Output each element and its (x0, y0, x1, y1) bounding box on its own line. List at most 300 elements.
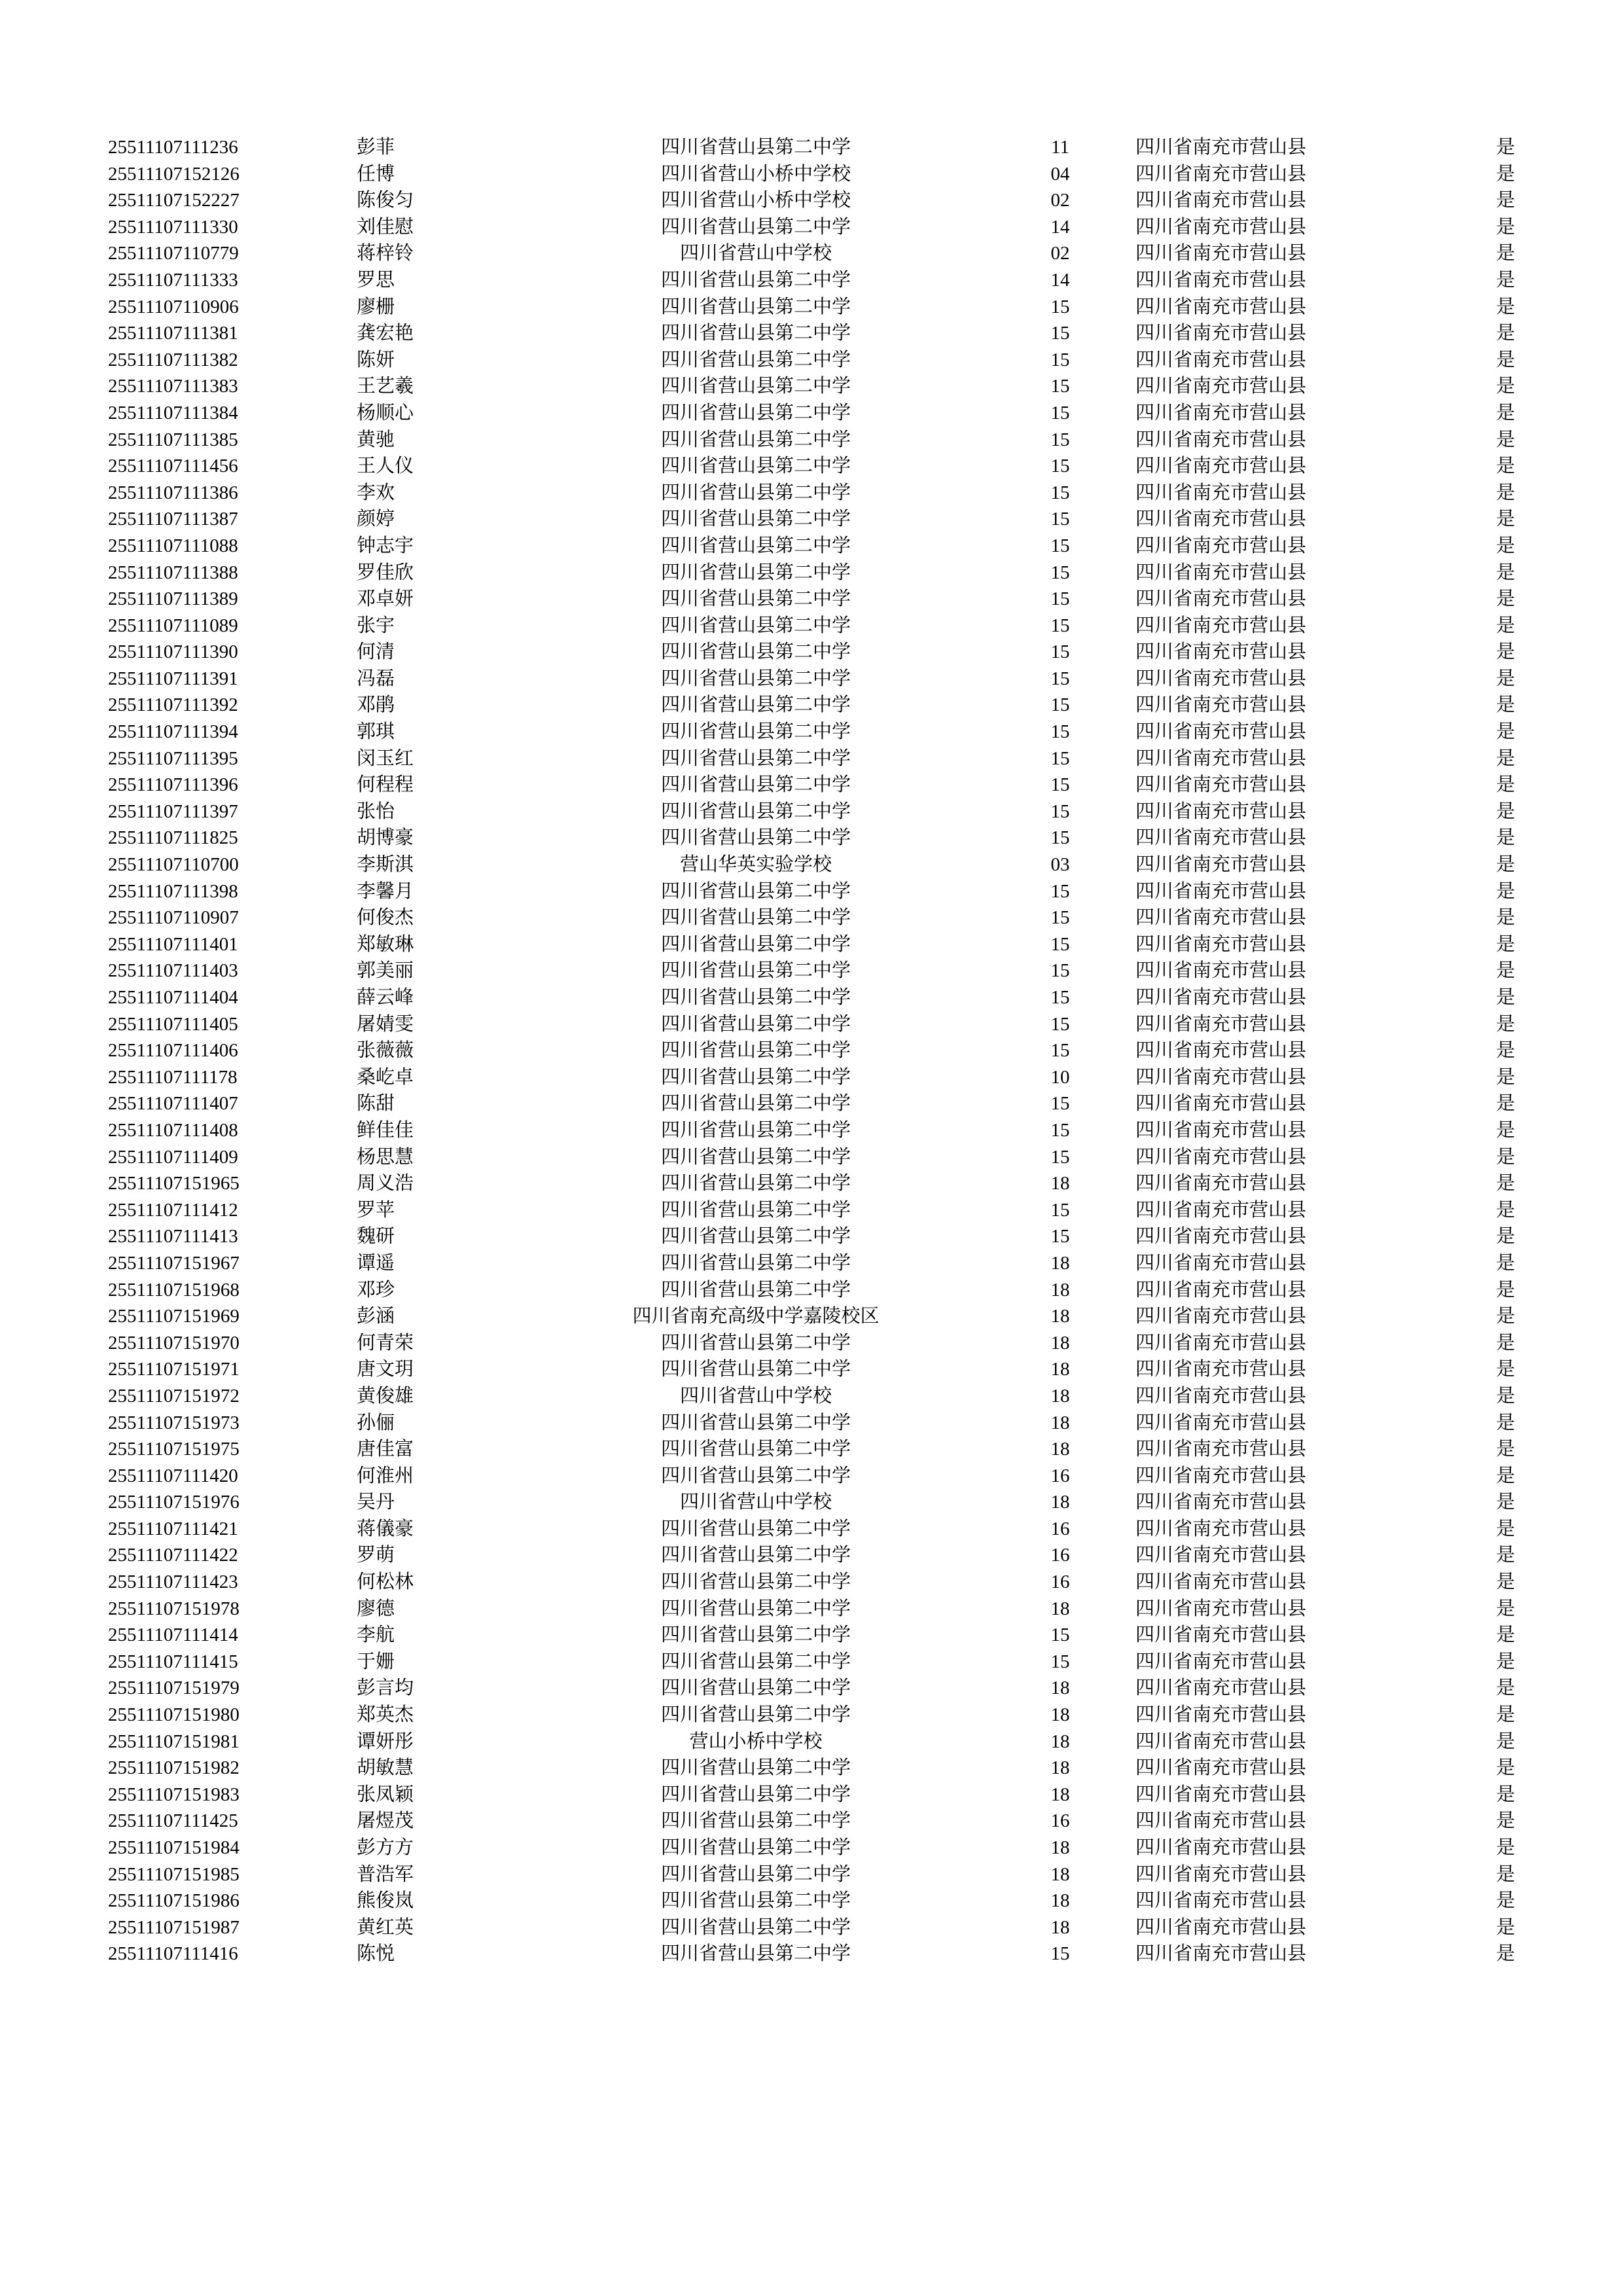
cell-code: 18 (1050, 1677, 1070, 1699)
cell-examinee_id: 25511107111413 (108, 1226, 238, 1247)
cell-name: 罗思 (357, 269, 395, 291)
cell-flag: 是 (1495, 1040, 1515, 1062)
cell-name: 胡敏慧 (357, 1757, 414, 1779)
cell-examinee_id: 25511107111381 (108, 323, 238, 344)
cell-code: 15 (1050, 1943, 1070, 1965)
cell-code: 15 (1050, 1199, 1070, 1221)
cell-flag: 是 (1495, 694, 1515, 716)
cell-code: 18 (1050, 1385, 1070, 1407)
table-row (108, 453, 1515, 480)
cell-examinee_id: 25511107152227 (108, 190, 240, 211)
cell-school: 四川省营山县第二中学 (660, 1332, 851, 1354)
cell-code: 18 (1050, 1439, 1070, 1460)
cell-flag: 是 (1495, 615, 1515, 636)
cell-region: 四川省南充市营山县 (1135, 854, 1307, 876)
cell-name: 冯磊 (357, 668, 395, 689)
cell-code: 15 (1050, 1146, 1070, 1168)
cell-flag: 是 (1495, 216, 1515, 238)
cell-flag: 是 (1495, 721, 1515, 743)
cell-examinee_id: 25511107110907 (108, 907, 239, 929)
table-row (108, 931, 1515, 958)
cell-region: 四川省南充市营山县 (1135, 349, 1307, 370)
cell-name: 邓珍 (357, 1279, 395, 1300)
cell-flag: 是 (1495, 509, 1515, 530)
cell-region: 四川省南充市营山县 (1135, 1624, 1307, 1646)
cell-school: 四川省营山县第二中学 (660, 800, 851, 822)
cell-school: 四川省南充高级中学嘉陵校区 (632, 1306, 880, 1327)
cell-name: 于姗 (357, 1651, 395, 1672)
cell-school: 四川省营山县第二中学 (660, 1013, 851, 1035)
cell-school: 四川省营山县第二中学 (660, 456, 851, 477)
table-row (108, 772, 1515, 798)
cell-flag: 是 (1495, 1677, 1515, 1699)
cell-region: 四川省南充市营山县 (1135, 163, 1307, 185)
cell-name: 郑敏琳 (357, 933, 414, 955)
cell-flag: 是 (1495, 641, 1515, 663)
table-row (108, 1596, 1515, 1623)
cell-examinee_id: 25511107111178 (108, 1066, 238, 1088)
table-row (108, 719, 1515, 745)
cell-examinee_id: 25511107111386 (108, 482, 238, 503)
cell-name: 陈甜 (357, 1093, 395, 1115)
cell-code: 18 (1050, 1332, 1070, 1354)
cell-region: 四川省南充市营山县 (1135, 721, 1307, 743)
cell-code: 16 (1050, 1810, 1070, 1832)
cell-region: 四川省南充市营山县 (1135, 1226, 1307, 1247)
table-row (108, 1516, 1515, 1543)
cell-flag: 是 (1495, 376, 1515, 397)
cell-code: 15 (1050, 296, 1070, 317)
cell-examinee_id: 25511107110779 (108, 243, 239, 264)
cell-flag: 是 (1495, 1757, 1515, 1779)
cell-flag: 是 (1495, 456, 1515, 477)
table-row (108, 1117, 1515, 1144)
table-row (108, 214, 1515, 241)
cell-name: 何青荣 (357, 1332, 414, 1354)
cell-school: 四川省营山县第二中学 (660, 1066, 851, 1088)
cell-code: 15 (1050, 588, 1070, 610)
cell-school: 四川省营山县第二中学 (660, 509, 851, 530)
table-row (108, 1330, 1515, 1357)
cell-school: 四川省营山县第二中学 (660, 137, 851, 158)
cell-school: 四川省营山县第二中学 (660, 1651, 851, 1672)
cell-name: 李欢 (357, 482, 395, 503)
cell-name: 普浩军 (357, 1863, 414, 1885)
cell-school: 四川省营山小桥中学校 (660, 190, 851, 211)
cell-school: 四川省营山县第二中学 (660, 1545, 851, 1566)
table-row (108, 1702, 1515, 1729)
table-row (108, 798, 1515, 825)
table-row (108, 1250, 1515, 1277)
cell-flag: 是 (1495, 1279, 1515, 1300)
cell-name: 李斯淇 (357, 854, 414, 876)
cell-examinee_id: 25511107111406 (108, 1040, 238, 1062)
table-row (108, 347, 1515, 374)
cell-region: 四川省南充市营山县 (1135, 1518, 1307, 1539)
cell-code: 18 (1050, 1757, 1070, 1779)
cell-region: 四川省南充市营山县 (1135, 1199, 1307, 1221)
cell-flag: 是 (1495, 1863, 1515, 1885)
cell-name: 罗佳欣 (357, 562, 414, 583)
table-row (108, 1782, 1515, 1808)
cell-examinee_id: 25511107111389 (108, 588, 238, 610)
cell-name: 任博 (357, 163, 395, 185)
cell-code: 15 (1050, 535, 1070, 556)
cell-name: 刘佳慰 (357, 216, 414, 238)
cell-flag: 是 (1495, 1173, 1515, 1194)
cell-name: 郭美丽 (357, 960, 414, 982)
cell-examinee_id: 25511107111401 (108, 933, 238, 955)
cell-school: 四川省营山县第二中学 (660, 1040, 851, 1062)
cell-examinee_id: 25511107111407 (108, 1093, 238, 1115)
table-row (108, 1888, 1515, 1914)
table-row (108, 1463, 1515, 1490)
table-row (108, 878, 1515, 905)
cell-name: 张怡 (357, 800, 395, 822)
cell-code: 18 (1050, 1173, 1070, 1194)
cell-school: 四川省营山县第二中学 (660, 349, 851, 370)
table-row (108, 533, 1515, 560)
cell-code: 18 (1050, 1890, 1070, 1912)
cell-flag: 是 (1495, 163, 1515, 185)
cell-region: 四川省南充市营山县 (1135, 1598, 1307, 1619)
cell-region: 四川省南充市营山县 (1135, 1704, 1307, 1726)
table-row (108, 905, 1515, 931)
cell-school: 四川省营山县第二中学 (660, 694, 851, 716)
cell-name: 陈俊匀 (357, 190, 414, 211)
cell-code: 18 (1050, 1731, 1070, 1752)
cell-region: 四川省南充市营山县 (1135, 1385, 1307, 1407)
cell-school: 四川省营山县第二中学 (660, 1810, 851, 1832)
table-row (108, 187, 1515, 214)
cell-region: 四川省南充市营山县 (1135, 668, 1307, 689)
cell-region: 四川省南充市营山县 (1135, 1359, 1307, 1380)
cell-school: 四川省营山县第二中学 (660, 1093, 851, 1115)
cell-name: 李馨月 (357, 880, 414, 902)
cell-code: 15 (1050, 1013, 1070, 1035)
cell-region: 四川省南充市营山县 (1135, 1545, 1307, 1566)
cell-code: 15 (1050, 960, 1070, 982)
cell-name: 龚宏艳 (357, 323, 414, 344)
cell-flag: 是 (1495, 1810, 1515, 1832)
cell-examinee_id: 25511107151982 (108, 1757, 240, 1779)
cell-examinee_id: 25511107111422 (108, 1545, 238, 1566)
cell-name: 唐文玥 (357, 1359, 414, 1380)
cell-flag: 是 (1495, 1837, 1515, 1858)
cell-code: 16 (1050, 1518, 1070, 1539)
cell-name: 闵玉红 (357, 747, 414, 769)
cell-school: 四川省营山县第二中学 (660, 482, 851, 503)
cell-examinee_id: 25511107111404 (108, 987, 238, 1008)
cell-name: 谭遥 (357, 1252, 395, 1274)
cell-name: 李航 (357, 1624, 395, 1646)
cell-code: 15 (1050, 1651, 1070, 1672)
cell-region: 四川省南充市营山县 (1135, 1571, 1307, 1593)
cell-school: 四川省营山县第二中学 (660, 933, 851, 955)
cell-name: 何清 (357, 641, 395, 663)
cell-school: 四川省营山县第二中学 (660, 1439, 851, 1460)
cell-region: 四川省南充市营山县 (1135, 269, 1307, 291)
cell-school: 四川省营山县第二中学 (660, 1146, 851, 1168)
cell-school: 四川省营山中学校 (679, 1492, 832, 1513)
cell-flag: 是 (1495, 1465, 1515, 1486)
table-row (108, 1489, 1515, 1516)
cell-examinee_id: 25511107111405 (108, 1013, 238, 1035)
cell-name: 何俊杰 (357, 907, 414, 929)
cell-school: 四川省营山县第二中学 (660, 1704, 851, 1726)
cell-name: 熊俊岚 (357, 1890, 414, 1912)
table-row (108, 1622, 1515, 1649)
cell-flag: 是 (1495, 1013, 1515, 1035)
table-row (108, 1303, 1515, 1330)
cell-flag: 是 (1495, 349, 1515, 370)
cell-region: 四川省南充市营山县 (1135, 190, 1307, 211)
cell-school: 四川省营山县第二中学 (660, 1226, 851, 1247)
cell-code: 15 (1050, 774, 1070, 796)
cell-code: 15 (1050, 747, 1070, 769)
cell-region: 四川省南充市营山县 (1135, 1651, 1307, 1672)
cell-examinee_id: 25511107151967 (108, 1252, 240, 1274)
cell-code: 15 (1050, 615, 1070, 636)
table-row (108, 1277, 1515, 1304)
cell-examinee_id: 25511107111398 (108, 880, 238, 902)
cell-code: 15 (1050, 1624, 1070, 1646)
table-row (108, 1542, 1515, 1569)
table-row (108, 1356, 1515, 1383)
cell-flag: 是 (1495, 1306, 1515, 1327)
cell-flag: 是 (1495, 1492, 1515, 1513)
cell-region: 四川省南充市营山县 (1135, 509, 1307, 530)
cell-examinee_id: 25511107111387 (108, 509, 238, 530)
cell-name: 屠婧雯 (357, 1013, 414, 1035)
cell-region: 四川省南充市营山县 (1135, 615, 1307, 636)
cell-examinee_id: 25511107111394 (108, 721, 238, 743)
roster-table-body (108, 134, 1515, 1967)
cell-examinee_id: 25511107111425 (108, 1810, 238, 1832)
cell-school: 四川省营山县第二中学 (660, 1784, 851, 1805)
cell-name: 周义浩 (357, 1173, 414, 1194)
cell-examinee_id: 25511107151978 (108, 1598, 240, 1619)
table-row (108, 373, 1515, 400)
cell-school: 四川省营山县第二中学 (660, 1199, 851, 1221)
cell-code: 02 (1050, 190, 1070, 211)
table-row (108, 1914, 1515, 1941)
cell-code: 18 (1050, 1252, 1070, 1274)
cell-flag: 是 (1495, 1252, 1515, 1274)
cell-examinee_id: 25511107151987 (108, 1916, 240, 1938)
roster-table (108, 134, 1515, 1967)
cell-flag: 是 (1495, 747, 1515, 769)
table-row (108, 984, 1515, 1011)
cell-examinee_id: 25511107110700 (108, 854, 239, 876)
cell-flag: 是 (1495, 1784, 1515, 1805)
cell-examinee_id: 25511107111416 (108, 1943, 238, 1965)
cell-school: 四川省营山县第二中学 (660, 827, 851, 849)
cell-name: 彭菲 (357, 137, 395, 158)
cell-name: 唐佳富 (357, 1439, 414, 1460)
cell-examinee_id: 25511107151968 (108, 1279, 240, 1300)
cell-examinee_id: 25511107151984 (108, 1837, 240, 1858)
cell-code: 15 (1050, 668, 1070, 689)
cell-school: 营山华英实验学校 (679, 854, 832, 876)
cell-name: 钟志宇 (357, 535, 414, 556)
table-row (108, 613, 1515, 639)
cell-region: 四川省南充市营山县 (1135, 1173, 1307, 1194)
cell-code: 16 (1050, 1465, 1070, 1486)
cell-flag: 是 (1495, 1066, 1515, 1088)
cell-flag: 是 (1495, 1624, 1515, 1646)
cell-region: 四川省南充市营山县 (1135, 1439, 1307, 1460)
cell-examinee_id: 25511107111330 (108, 216, 238, 238)
table-row (108, 1011, 1515, 1038)
cell-name: 郑英杰 (357, 1704, 414, 1726)
table-row (108, 1729, 1515, 1755)
table-row (108, 692, 1515, 719)
cell-region: 四川省南充市营山县 (1135, 1863, 1307, 1885)
table-row (108, 480, 1515, 507)
table-row (108, 1383, 1515, 1410)
cell-examinee_id: 25511107110906 (108, 296, 239, 317)
cell-name: 彭方方 (357, 1837, 414, 1858)
cell-flag: 是 (1495, 323, 1515, 344)
cell-name: 吴丹 (357, 1492, 395, 1513)
cell-region: 四川省南充市营山县 (1135, 641, 1307, 663)
cell-examinee_id: 25511107111383 (108, 376, 238, 397)
cell-code: 18 (1050, 1598, 1070, 1619)
cell-flag: 是 (1495, 1332, 1515, 1354)
cell-name: 蒋梓铃 (357, 243, 414, 264)
cell-code: 15 (1050, 376, 1070, 397)
cell-flag: 是 (1495, 880, 1515, 902)
cell-flag: 是 (1495, 269, 1515, 291)
cell-name: 黄俊雄 (357, 1385, 414, 1407)
cell-region: 四川省南充市营山县 (1135, 1252, 1307, 1274)
cell-region: 四川省南充市营山县 (1135, 402, 1307, 423)
cell-flag: 是 (1495, 296, 1515, 317)
cell-school: 四川省营山县第二中学 (660, 1279, 851, 1300)
cell-flag: 是 (1495, 1226, 1515, 1247)
cell-region: 四川省南充市营山县 (1135, 987, 1307, 1008)
cell-flag: 是 (1495, 1412, 1515, 1433)
cell-code: 18 (1050, 1279, 1070, 1300)
cell-name: 孙俪 (357, 1412, 395, 1433)
cell-region: 四川省南充市营山县 (1135, 1837, 1307, 1858)
cell-flag: 是 (1495, 827, 1515, 849)
cell-examinee_id: 25511107151975 (108, 1439, 240, 1460)
table-row (108, 1835, 1515, 1861)
cell-name: 邓鹃 (357, 694, 395, 716)
cell-examinee_id: 25511107111333 (108, 269, 238, 291)
cell-flag: 是 (1495, 774, 1515, 796)
cell-code: 15 (1050, 482, 1070, 503)
cell-code: 15 (1050, 562, 1070, 583)
cell-region: 四川省南充市营山县 (1135, 429, 1307, 450)
cell-school: 四川省营山县第二中学 (660, 1598, 851, 1619)
cell-school: 四川省营山县第二中学 (660, 1757, 851, 1779)
table-row (108, 1144, 1515, 1171)
cell-examinee_id: 25511107151969 (108, 1306, 240, 1327)
cell-region: 四川省南充市营山县 (1135, 216, 1307, 238)
cell-name: 鲜佳佳 (357, 1119, 414, 1141)
cell-examinee_id: 25511107111088 (108, 535, 238, 556)
cell-examinee_id: 25511107151981 (108, 1731, 240, 1752)
cell-name: 王人仪 (357, 456, 414, 477)
cell-examinee_id: 25511107151971 (108, 1359, 240, 1380)
cell-school: 四川省营山县第二中学 (660, 721, 851, 743)
cell-school: 四川省营山县第二中学 (660, 774, 851, 796)
table-row (108, 958, 1515, 984)
cell-code: 15 (1050, 933, 1070, 955)
cell-school: 四川省营山县第二中学 (660, 1518, 851, 1539)
cell-flag: 是 (1495, 1704, 1515, 1726)
cell-school: 四川省营山县第二中学 (660, 588, 851, 610)
table-row (108, 240, 1515, 267)
table-row (108, 825, 1515, 852)
cell-school: 四川省营山县第二中学 (660, 1359, 851, 1380)
cell-examinee_id: 25511107111412 (108, 1199, 238, 1221)
table-row (108, 134, 1515, 161)
cell-examinee_id: 25511107151973 (108, 1412, 240, 1433)
cell-examinee_id: 25511107111397 (108, 800, 238, 822)
cell-examinee_id: 25511107111403 (108, 960, 238, 982)
table-row (108, 1569, 1515, 1596)
table-row (108, 560, 1515, 586)
table-row (108, 1037, 1515, 1064)
cell-school: 四川省营山县第二中学 (660, 668, 851, 689)
cell-flag: 是 (1495, 1571, 1515, 1593)
cell-region: 四川省南充市营山县 (1135, 774, 1307, 796)
cell-name: 屠煜茂 (357, 1810, 414, 1832)
cell-flag: 是 (1495, 987, 1515, 1008)
cell-region: 四川省南充市营山县 (1135, 323, 1307, 344)
cell-region: 四川省南充市营山县 (1135, 1279, 1307, 1300)
cell-flag: 是 (1495, 1651, 1515, 1672)
table-row (108, 1755, 1515, 1782)
cell-code: 15 (1050, 509, 1070, 530)
cell-school: 四川省营山县第二中学 (660, 535, 851, 556)
cell-school: 四川省营山县第二中学 (660, 1677, 851, 1699)
cell-school: 四川省营山县第二中学 (660, 376, 851, 397)
cell-flag: 是 (1495, 535, 1515, 556)
cell-code: 15 (1050, 1119, 1070, 1141)
cell-school: 四川省营山县第二中学 (660, 615, 851, 636)
cell-region: 四川省南充市营山县 (1135, 243, 1307, 264)
cell-flag: 是 (1495, 854, 1515, 876)
cell-code: 03 (1050, 854, 1070, 876)
cell-code: 15 (1050, 880, 1070, 902)
cell-name: 杨顺心 (357, 402, 414, 423)
cell-flag: 是 (1495, 800, 1515, 822)
cell-flag: 是 (1495, 1943, 1515, 1965)
table-row (108, 852, 1515, 878)
cell-region: 四川省南充市营山县 (1135, 827, 1307, 849)
cell-code: 18 (1050, 1863, 1070, 1885)
table-row (108, 161, 1515, 188)
cell-code: 15 (1050, 1040, 1070, 1062)
cell-flag: 是 (1495, 1385, 1515, 1407)
cell-name: 薛云峰 (357, 987, 414, 1008)
cell-flag: 是 (1495, 1916, 1515, 1938)
table-row (108, 1808, 1515, 1835)
cell-school: 四川省营山县第二中学 (660, 880, 851, 902)
table-row (108, 1649, 1515, 1676)
cell-school: 四川省营山县第二中学 (660, 1624, 851, 1646)
cell-name: 黄驰 (357, 429, 395, 450)
cell-region: 四川省南充市营山县 (1135, 1040, 1307, 1062)
cell-name: 谭妍彤 (357, 1731, 414, 1752)
cell-school: 四川省营山县第二中学 (660, 907, 851, 929)
cell-examinee_id: 25511107151979 (108, 1677, 240, 1699)
